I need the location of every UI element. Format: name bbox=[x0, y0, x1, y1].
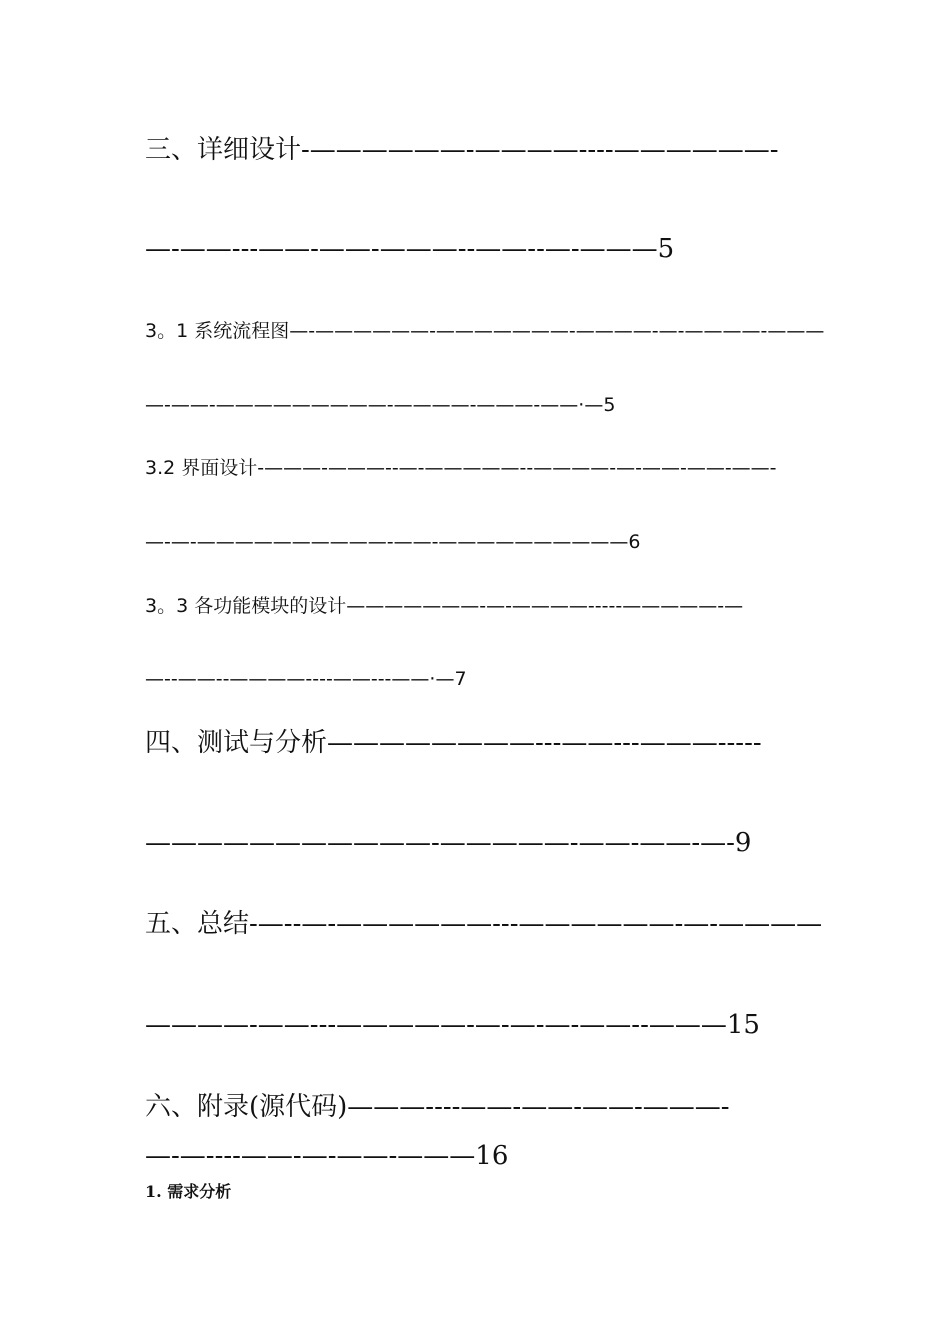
toc-entry-detailed-design-line2[interactable]: —-——---——-——-———--——--—-———5 bbox=[145, 234, 675, 264]
toc-entry-module-design-line1[interactable]: 3。3 各功能模块的设计———————-—-————-----—————-— bbox=[145, 595, 744, 617]
toc-entry-summary-line2[interactable]: ————-——---—————-—-—-—-——--———15 bbox=[145, 1010, 760, 1040]
toc-entry-appendix-line1[interactable]: 六、附录(源代码)———----——-——-——-———- bbox=[145, 1092, 730, 1122]
toc-entry-module-design-line2[interactable]: —--——--————----——---——·—7 bbox=[145, 668, 467, 690]
toc-entry-testing-line2[interactable]: ———————————-—————-——-——-—-9 bbox=[145, 828, 752, 858]
toc-entry-testing-line1[interactable]: 四、测试与分析————————---——---———----- bbox=[145, 728, 762, 758]
toc-entry-appendix-line2[interactable]: —-—----——-—-——-———16 bbox=[145, 1141, 509, 1171]
toc-entry-ui-design-line2[interactable]: —-—-——————————-——-——————————6 bbox=[145, 531, 641, 553]
toc-entry-ui-design-line1[interactable]: 3.2 界面设计-———-———--—-—————--————-—-——-——-——- bbox=[145, 457, 777, 479]
toc-entry-detailed-design-line1[interactable]: 三、详细设计-——————-————----——————- bbox=[145, 135, 779, 165]
toc-entry-system-flowchart-line1[interactable]: 3。1 系统流程图—-——————-———————-————-—-————-——— bbox=[145, 320, 825, 342]
toc-entry-system-flowchart-line2[interactable]: —-——-—————————-————-———-——·—5 bbox=[145, 394, 616, 416]
toc-entry-summary-line1[interactable]: 五、总结-—--—-——————---——————-—-———— bbox=[145, 909, 823, 939]
section-heading-requirements: 1. 需求分析 bbox=[145, 1182, 232, 1201]
